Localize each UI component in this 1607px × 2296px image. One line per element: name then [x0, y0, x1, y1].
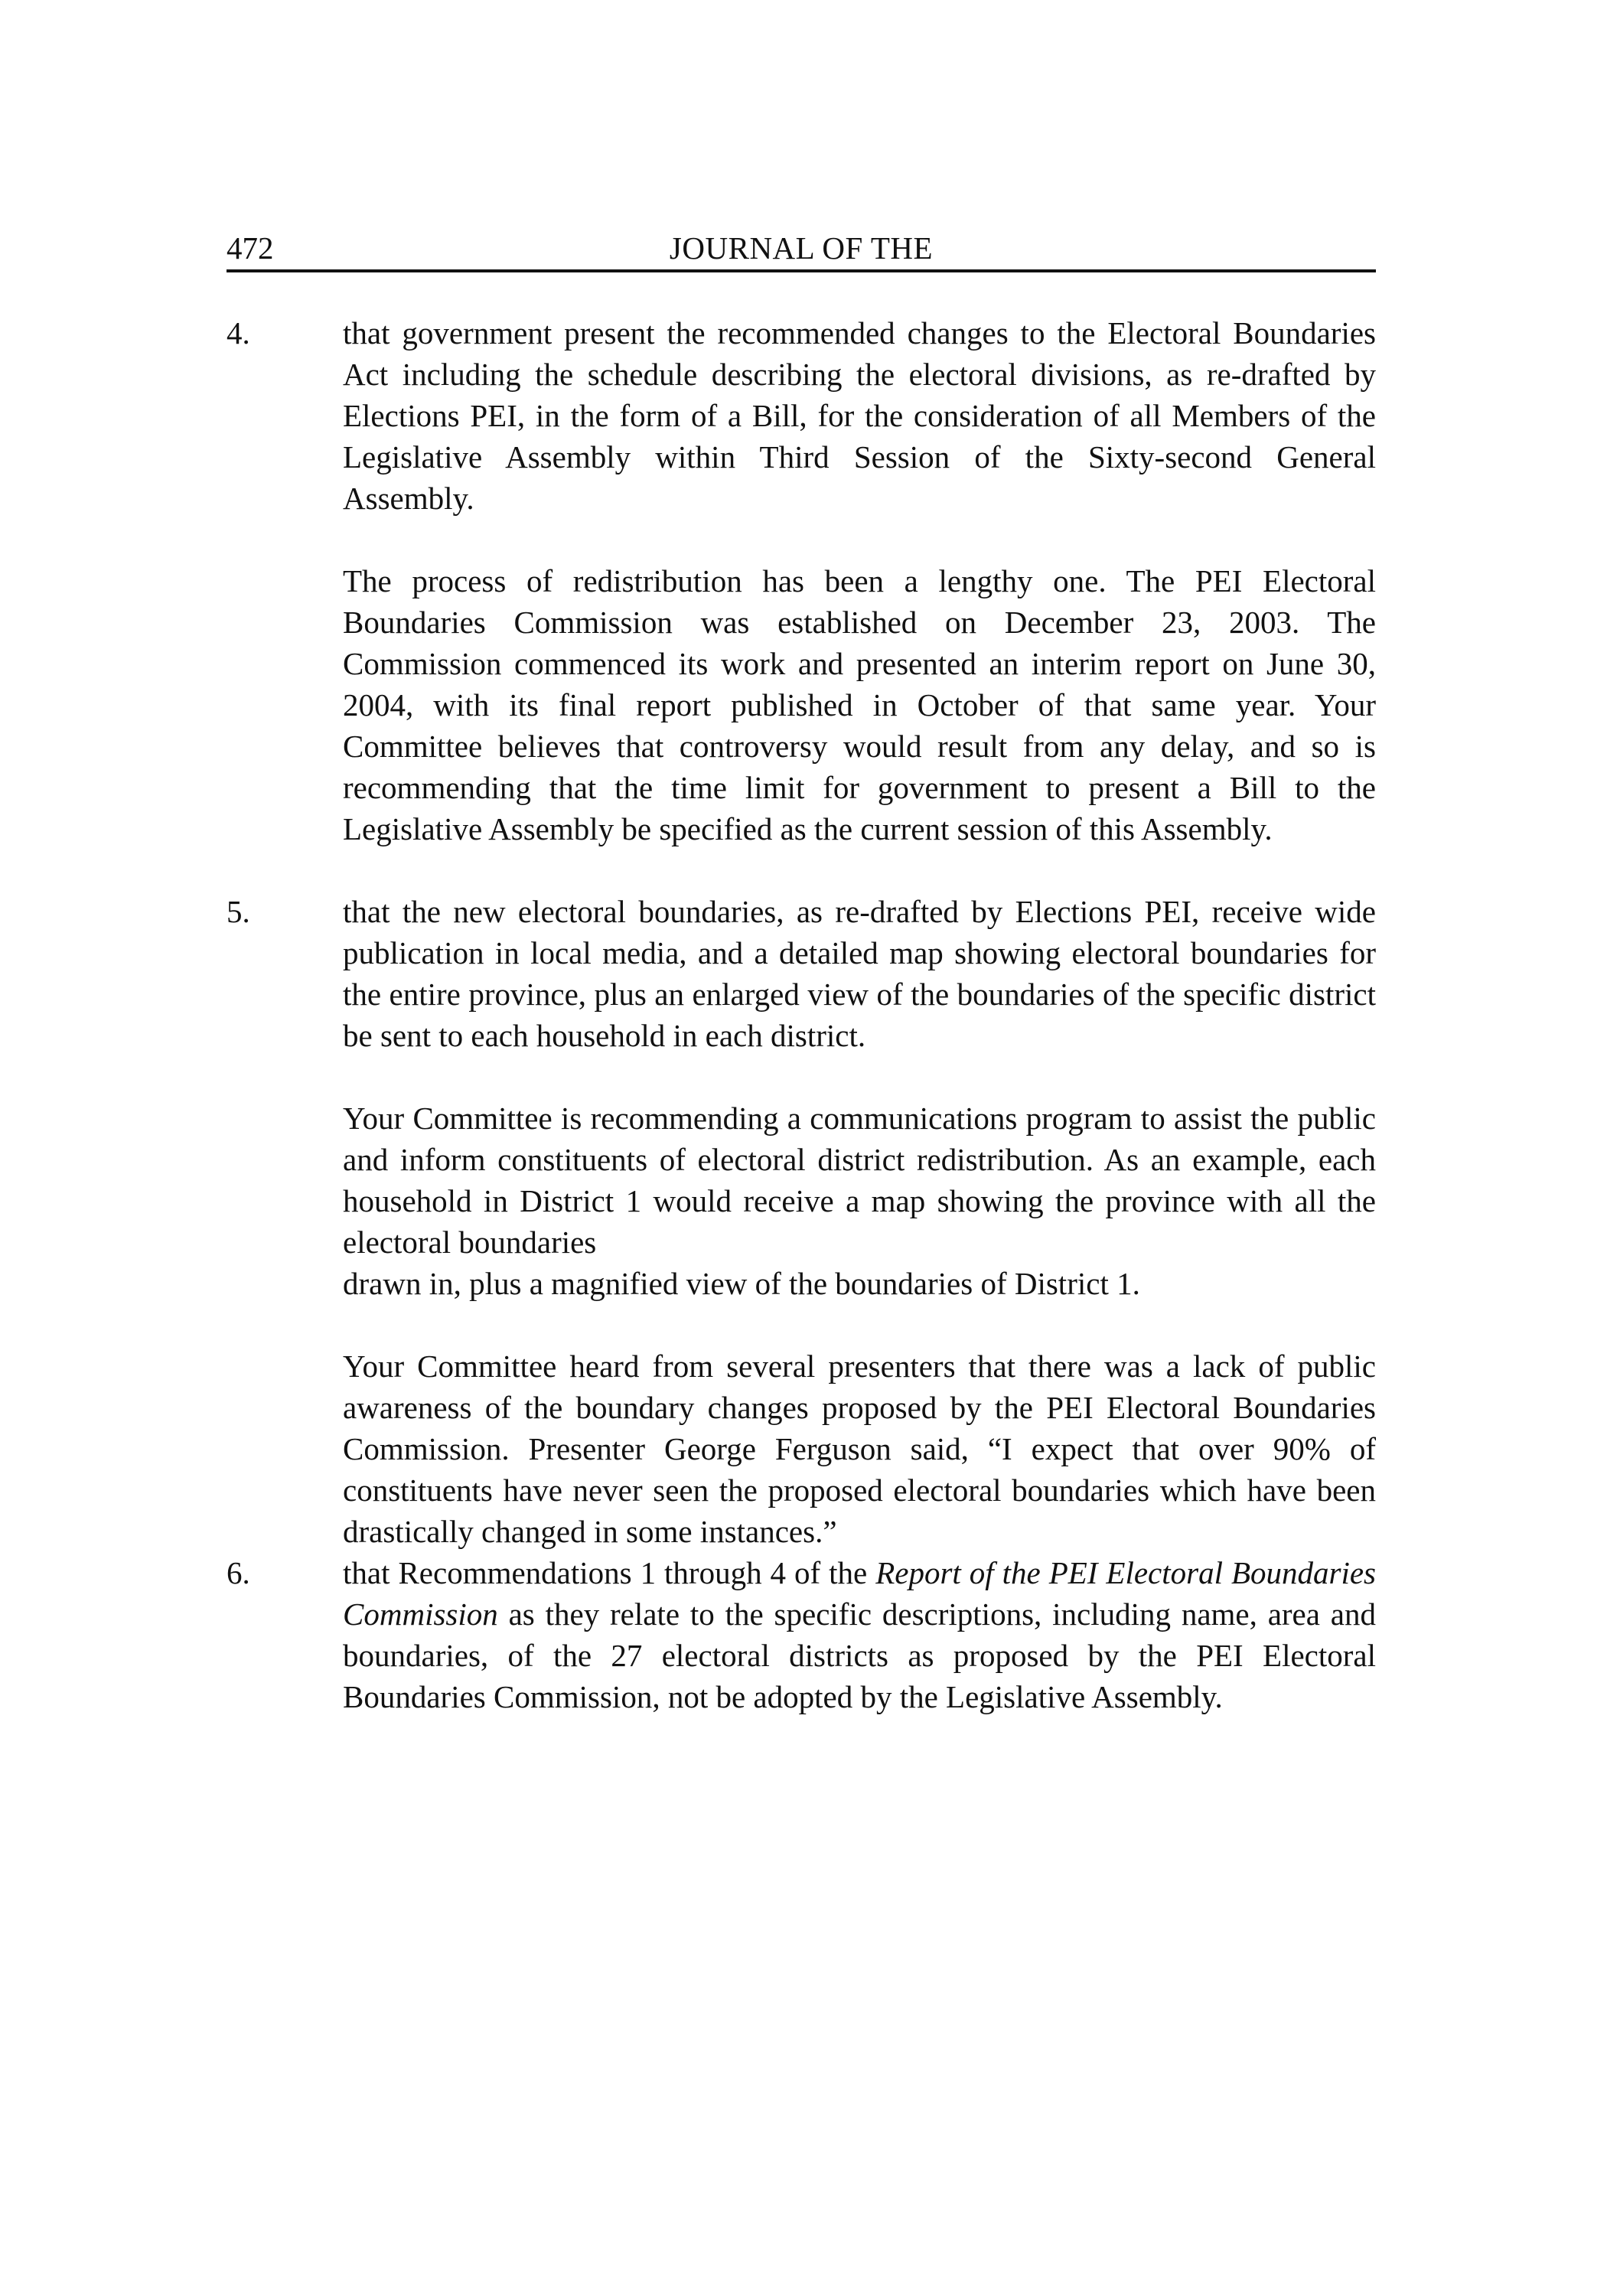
recommendation-text — [343, 1552, 1376, 1717]
recommendation-5-testimony: Your Committee heard from several presenters that there was a lack of public awareness of the boundary changes proposed by the PEI Electoral Boundaries Commission. Presenter George Ferguson said, “I expect that over 90% of constituents have never seen the proposed electoral boundaries which have been drastically changed in some instances.” — [343, 1349, 1376, 1549]
recommendation-number: 5. — [227, 894, 250, 929]
recommendation-4-explanation: The process of redistribution has been a lengthy one. The PEI Electoral Boundaries Commission was established on December 23, 2003. The Commission commenced its work and presented an interim report on June 30, 2004, with its final report published in October of that same year. Your Committee believes that controversy would result from any delay, and so is recommending that the time limit for government to present a Bill to the Legislative Assembly be specified as the current session of this Assembly. — [343, 563, 1376, 846]
recommendation-4 — [227, 312, 1376, 519]
recommendation-6 — [227, 1552, 1376, 1717]
page-header — [227, 227, 1376, 272]
explanation-line-a: Your Committee is recommending a communications program to assist the public and inform constituents of electoral district redistribution. As an example, each household in District 1 would receive a map showing the province with all the electoral boundaries — [343, 1101, 1376, 1260]
document-body — [227, 312, 1376, 1717]
page-number: 472 — [227, 230, 274, 266]
recommendation-number: 6. — [227, 1555, 250, 1590]
recommendation-text-after: as they relate to the specific descriptions, including name, area and boundaries, of the 27 electoral districts as proposed by the PEI Electoral Boundaries Commission, not be adopted by the Legislative Assembly. — [343, 1596, 1376, 1714]
recommendation-text-before: that Recommendations 1 through 4 of the — [343, 1555, 876, 1590]
running-head: JOURNAL OF THE — [669, 230, 934, 266]
report-title: Report of the PEI Electoral Boundaries Commission — [343, 1555, 1376, 1632]
recommendation-5 — [227, 891, 1376, 1056]
recommendation-text: that government present the recommended changes to the Electoral Boundaries Act including the schedule describing the electoral divisions, as re-drafted by Elections PEI, in the form of a Bill, for the consideration of all Members of the Legislative Assembly within Third Session of the Sixty-second General Assembly. — [343, 315, 1376, 516]
explanation-line-b: drawn in, plus a magnified view of the boundaries of District 1. — [343, 1266, 1140, 1301]
recommendation-text: that the new electoral boundaries, as re-drafted by Elections PEI, receive wide publication in local media, and a detailed map showing electoral boundaries for the entire province, plus an enlarged view of the boundaries of the specific district be sent to each household in each district. — [343, 894, 1376, 1053]
recommendation-5-explanation — [343, 1097, 1376, 1304]
recommendation-number: 4. — [227, 315, 250, 351]
